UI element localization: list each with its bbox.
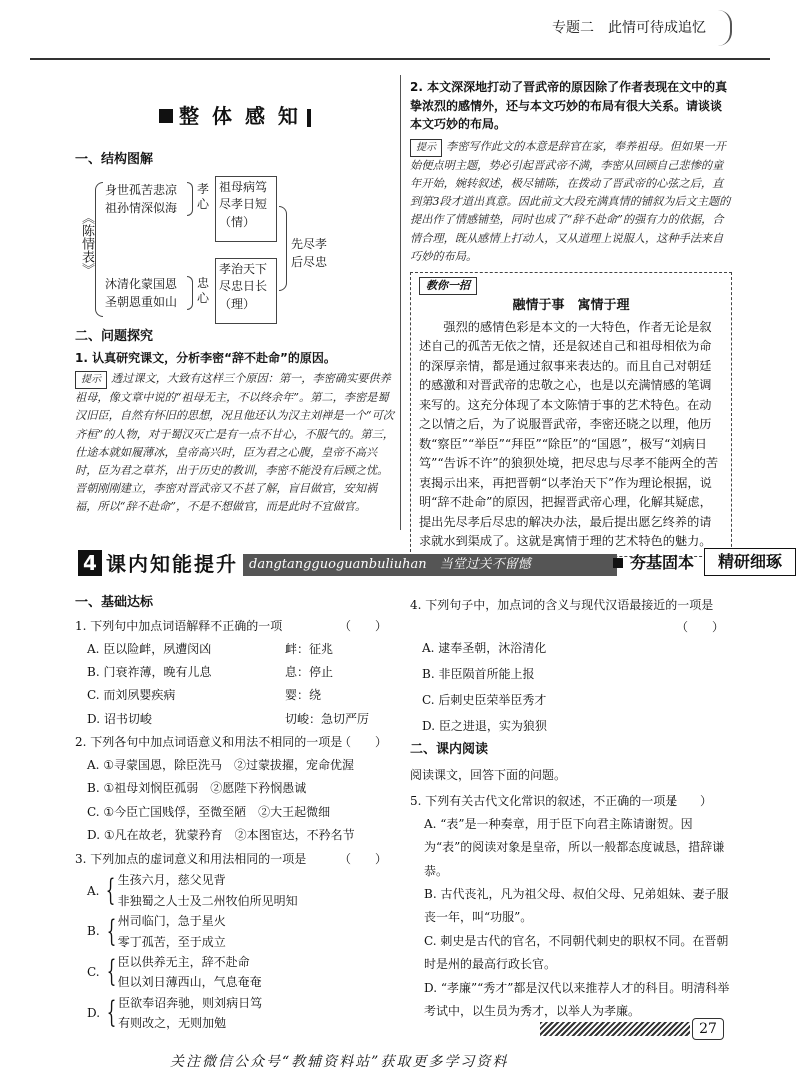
option: B. ①祖母刘悯臣孤弱 ②愿陛下矜悯愚诚 bbox=[87, 781, 307, 796]
left-column bbox=[75, 60, 395, 516]
question-b3: 3. 下列加点的虚词意义和用法相同的一项是 bbox=[75, 851, 307, 866]
question-1: 1. 认真研究课文，分析李密“辞不赴命”的原因。 bbox=[75, 350, 336, 365]
option: A. ①寻蒙国恩，除臣洗马 ②过蒙拔擢，宠命优渥 bbox=[87, 758, 355, 772]
option: B. 非臣陨首所能上报 bbox=[422, 666, 535, 681]
option: D. { 臣欲奉诏奔驰，则刘病日笃 有则改之，无则加勉 bbox=[87, 995, 263, 1031]
footer-hatch bbox=[540, 1022, 690, 1036]
subheading-structure: 一、结构图解 bbox=[75, 152, 154, 167]
banner-title: 课内知能提升 bbox=[106, 552, 238, 576]
option: D. 诏书切峻 切峻：急切严厉 bbox=[87, 711, 370, 726]
subheading-basic: 一、基础达标 bbox=[75, 595, 154, 610]
banner-number: 4 bbox=[78, 550, 102, 576]
banner-strip: dangtangguoguanbuliuhan 当堂过关不留憾 bbox=[243, 554, 617, 576]
option: A. 臣以险衅，夙遭闵凶 衅：征兆 bbox=[87, 641, 334, 656]
question-b1: 1. 下列句中加点词语解释不正确的一项 bbox=[75, 618, 283, 633]
question-2: 2. 本文深深地打动了晋武帝的原因除了作者表现在文中的真挚浓烈的感情外，还与本文巧妙的布局有很大关系。请谈谈本文巧妙的布局。 bbox=[410, 80, 728, 132]
banner-tag2: 精研细琢 bbox=[704, 548, 796, 576]
structure-diagram: 《陈情表》 身世孤苦悲凉 祖孙情深似海 孝心 祖母病笃 尽孝日短 （情） 沐清化蒙国恩 圣朝恩重如山 忠心 孝治天下 尽忠日长 （理） 先尽孝 后尽忠 bbox=[75, 176, 395, 326]
option: B. 古代丧礼，凡为祖父母、叔伯父母、兄弟姐妹、妻子服丧一年，叫“功服”。 bbox=[424, 886, 729, 925]
option: C. { 臣以供养无主，辞不赴命 但以刘日薄西山，气息奄奄 bbox=[87, 954, 262, 990]
section-title: 整 体 感 知 bbox=[75, 102, 395, 131]
diagram-root: 《陈情表》 bbox=[79, 210, 94, 276]
square-icon bbox=[159, 109, 173, 123]
diagram-zhong: 忠心 bbox=[197, 275, 210, 306]
header-topic: 专题二 此情可待成追忆 bbox=[552, 20, 706, 36]
reading-instruction: 阅读课文，回答下面的问题。 bbox=[410, 768, 567, 783]
diagram-right1: 先尽孝 bbox=[291, 236, 328, 251]
section-banner bbox=[78, 548, 782, 580]
hint-badge: 提示 bbox=[75, 371, 107, 389]
page-number: 27 bbox=[692, 1018, 724, 1040]
column-divider bbox=[400, 75, 401, 530]
diagram-l2b: 圣朝恩重如山 bbox=[105, 294, 178, 309]
teach-title: 融情于事 寓情于理 bbox=[512, 297, 630, 313]
option: B. { 州司临门，急于星火 零丁孤苦，至于成立 bbox=[87, 913, 226, 949]
option: A. { 生孩六月，慈父见背 非独蜀之人士及二州牧伯所见明知 bbox=[87, 872, 298, 908]
teaching-box bbox=[410, 272, 732, 557]
answer-2: 提示 李密写作此文的本意是辞官在家，奉养祖母。但如果一开始便点明主题，势必引起晋武帝不满，李密从回顾自己悲惨的童年开始，婉转叙述，极尽铺陈，在拨动了晋武帝的心弦之后，直到第3段才道出真意。因此前文大段充满真情的铺叙为后文主题的提出作了情感铺垫，同时也成了“辞不赴命”的强有力的依据，合情合理，既从感情上打动人，又从道理上说服人，这种手法来自巧妙的布局。 bbox=[410, 139, 731, 263]
option: B. 门衰祚薄，晚有儿息 息：停止 bbox=[87, 665, 334, 680]
option: A. 逮奉圣朝，沐浴清化 bbox=[422, 641, 547, 656]
option: D. “孝廉”“秀才”都是汉代以来推荐人才的科目。明清科举考试中，以生员为秀才，以举人为孝廉。 bbox=[424, 980, 730, 1018]
teach-label: 教你一招 bbox=[419, 277, 477, 295]
header-ornament bbox=[718, 10, 732, 46]
diagram-l1a: 身世孤苦悲凉 bbox=[105, 182, 178, 197]
banner-tag1: 夯基固本 bbox=[630, 553, 695, 572]
option: A. “表”是一种奏章，用于臣下向君主陈请谢贺。因为“表”的阅读对象是皇帝，所以一般都态度诚恳，措辞谦恭。 bbox=[424, 816, 725, 878]
option: C. 而刘夙婴疾病 婴：绕 bbox=[87, 688, 322, 703]
option: C. 刺史是古代的官名，不同朝代刺史的职权不同。在晋朝时是州的最高行政长官。 bbox=[424, 933, 729, 972]
question-b4: 4. 下列句子中，加点词的含义与现代汉语最接近的一项是 bbox=[410, 598, 714, 612]
subheading-reading: 二、课内阅读 bbox=[410, 742, 489, 758]
option: D. ①凡在故老，犹蒙矜育 ②本图宦达，不矜名节 bbox=[87, 828, 355, 843]
diagram-xiao: 孝心 bbox=[197, 181, 210, 212]
footer-note: 关注微信公众号“教辅资料站”获取更多学习资料 bbox=[170, 1054, 509, 1070]
option: C. 后刺史臣荣举臣秀才 bbox=[422, 692, 547, 707]
diagram-right2: 后尽忠 bbox=[291, 254, 328, 269]
option: D. 臣之进退，实为狼狈 bbox=[422, 718, 547, 733]
bottom-left: 一、基础达标 1. 下列句中加点词语解释不正确的一项 （ ） A. 臣以险衅，夙遭闵凶 衅：征兆 B. 门衰祚薄，晚有儿息 息：停止 C. 而刘夙婴疾病 婴：绕 D. 诏书切峻 切峻：急切严厉 2. 下列各句中加点词语意义和用法不相同的一项是 （ ） A. ①寻蒙国恩，除臣洗马 ②过蒙拔擢，宠命优渥 B. ①祖母刘悯臣孤弱 ②愿陛下矜悯愚诚 C. ①今臣亡国贱俘，至微至陋 ②大王起微细 D. ①凡在故老，犹蒙矜育 ②本图宦达，不矜名节 3. 下列加点的虚词意义和用法相同的一项是 （ ） A. { 生孩六月，慈父见背 非独蜀之人士及二州牧伯所见明知 B. { 州司临门，急于星火 零丁孤苦，至于成立 C. { 臣以供养无主，辞不赴命 但以刘日薄西山，气息奄奄 D. { 臣欲奉诏奔驰，则刘病日笃 有则改之，无则加勉 bbox=[75, 594, 395, 1033]
diagram-l2a: 沐清化蒙国恩 bbox=[105, 276, 178, 291]
right-column bbox=[410, 78, 732, 557]
subheading-inquiry: 二、问题探究 bbox=[75, 328, 154, 344]
option: C. ①今臣亡国贱俘，至微至陋 ②大王起微细 bbox=[87, 804, 331, 819]
bottom-right: 4. 下列句子中，加点词的含义与现代汉语最接近的一项是 （ ） A. 逮奉圣朝，沐浴清化 B. 非臣陨首所能上报 C. 后刺史臣荣举臣秀才 D. 臣之进退，实为狼狈 二、课内阅读 阅读课文，回答下面的问题。 5. 下列有关古代文化常识的叙述，不正确的一项是 （ ） A. “表”是一种奏章，用于臣下向君主陈请谢贺。因为“表”的阅读对象是皇帝，所以一般都态度诚恳，措辞谦恭。 B. 古代丧礼，凡为祖父母、叔伯父母、兄弟姐妹、妻子服丧一年，叫“功服”。 C. 刺史是古代的官名，不同朝代刺史的职权不同。在晋朝时是州的最高行政长官。 D. “孝廉”“秀才”都是汉代以来推荐人才的科目。明清科举考试中，以生员为秀才，以举人为孝廉。 bbox=[410, 594, 732, 1023]
question-b5: 5. 下列有关古代文化常识的叙述，不正确的一项是 bbox=[410, 794, 678, 809]
question-b2: 2. 下列各句中加点词语意义和用法不相同的一项是 bbox=[75, 735, 343, 750]
diagram-l1b: 祖孙情深似海 bbox=[105, 200, 178, 215]
teach-body: 强烈的感情色彩是本文的一大特色，作者无论是叙述自己的孤苦无依之情，还是叙述自己和祖母相依为命的深厚亲情，都是通过叙事来表达的。而且自己对朝廷的感激和对晋武帝的忠敬之心，也是以充满情感的笔调来写的。这充分体现了本文陈情于事的艺术特色。在动之以情之后，为了说服晋武帝，李密还晓之以理，他历数“察臣”“举臣”“拜臣”“除臣”的“国恩”，极写“刘病日笃”“告诉不许”的狼狈处境，把尽忠与尽孝不能两全的苦衷揭示出来，再把晋朝“以孝治天下”作为理论根据，说明“辞不赴命”的原因，把握晋武帝心理，化解其疑虑，提出先尽孝后尽忠的解决办法，最后提出愿乞终养的请求就水到渠成了。这就是寓情于理的艺术特色的魅力。 bbox=[419, 319, 719, 549]
answer-1: 提示 透过课文，大致有这样三个原因：第一，李密确实要供养祖母，像文章中说的“祖母无主，不以终余年”。第二，李密是蜀汉旧臣，自然有怀旧的思想，况且他还认为汉主刘禅是一个“可次齐桓”的人物，对于蜀汉灭亡是有一点不甘心，不服气的。第三，仕途本就如履薄冰，皇帝高兴时，臣为君之心腹，皇帝不高兴时，臣为君之草芥，出于历史的教训，李密不能没有后顾之忧。晋朝刚刚建立，李密对晋武帝又不甚了解，盲目做官，安知祸福，所以“辞不赴命”，不是不想做官，而是此时不宜做官。 bbox=[75, 372, 394, 514]
